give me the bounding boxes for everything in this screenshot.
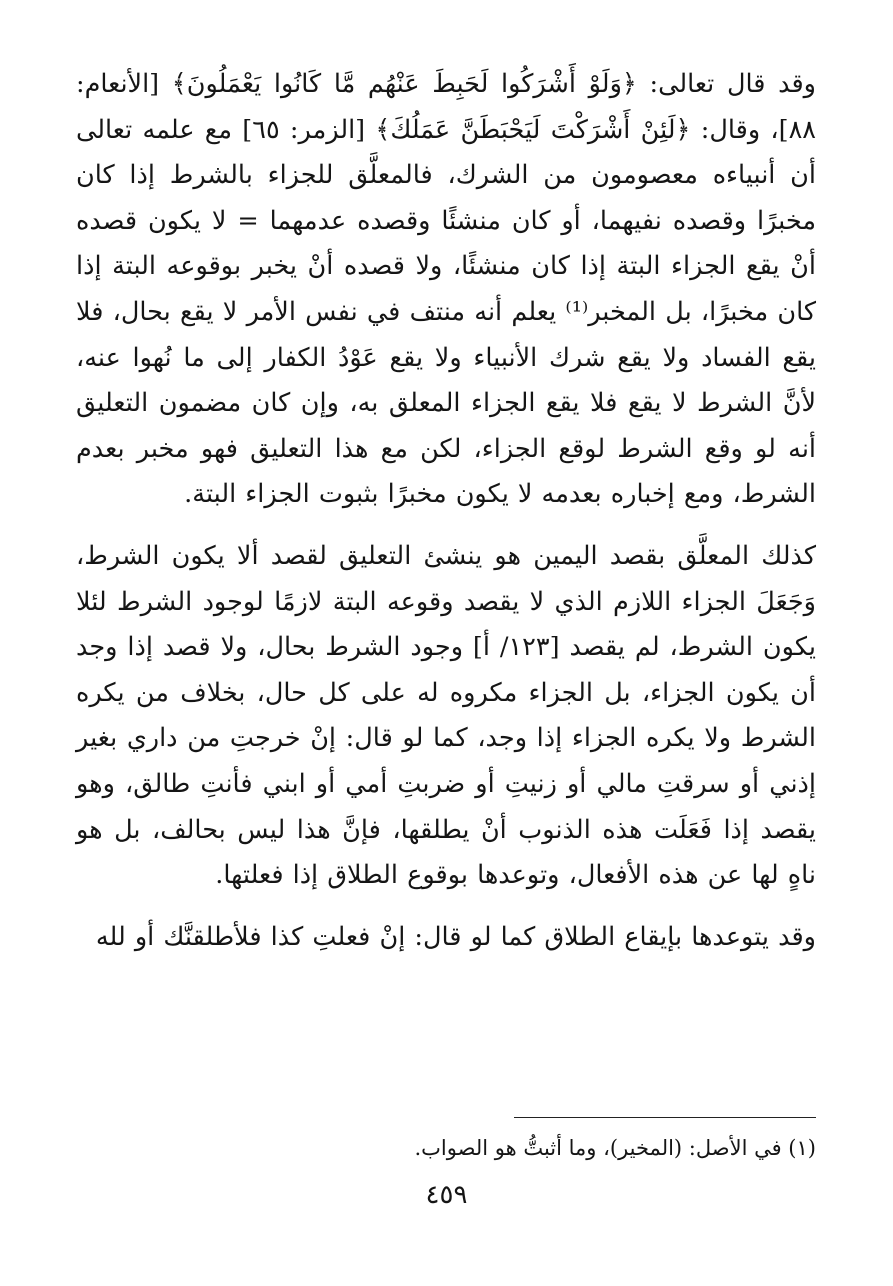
page-number: ٤٥٩ [425,1180,468,1210]
footnote: (١) في الأصل: (المخير)، وما أثبتُّ هو الصواب. [414,1136,816,1160]
paragraph-1: وقد قال تعالى: ﴿وَلَوْ أَشْرَكُوا لَحَبِطَ عَنْهُم مَّا كَانُوا يَعْمَلُونَ﴾ [الأنعام: ٨٨]، وقال: ﴿لَئِنْ أَشْرَكْتَ لَيَحْبَطَنَّ عَمَلُكَ﴾ [الزمر: ٦٥] مع علمه تعالى أن أنبياءه معصومون من الشرك، فالمعلَّق للجزاء بالشرط إذا كان مخبرًا وقصده نفيهما، أو كان منشئًا وقصده عدمهما = لا يكون قصده أنْ يقع الجزاء البتة إذا كان منشئًا، ولا قصده أنْ يخبر بوقوعه البتة إذا كان مخبرًا، بل المخبر⁽¹⁾ يعلم أنه منتف في نفس الأمر لا يقع بحال، فلا يقع الفساد ولا يقع شرك الأنبياء ولا يقع عَوْدُ الكفار إلى ما نُهوا عنه، لأنَّ الشرط لا يقع فلا يقع الجزاء المعلق به، وإن كان مضمون التعليق أنه لو وقع الشرط لوقع الجزاء، لكن مع هذا التعليق فهو مخبر بعدم الشرط، ومع إخباره بعدمه لا يكون مخبرًا بثبوت الجزاء البتة. [76,69,816,510]
paragraph-2: كذلك المعلَّق بقصد اليمين هو ينشئ التعليق لقصد ألا يكون الشرط، وَجَعَلَ الجزاء اللازم الذي لا يقصد وقوعه البتة لازمًا لوجود الشرط لئلا يكون الشرط، لم يقصد [١٢٣/ أ] وجود الشرط بحال، ولا قصد إذا وجد أن يكون الجزاء، بل الجزاء مكروه له على كل حال، بخلاف من يكره الشرط ولا يكره الجزاء إذا وجد، كما لو قال: إنْ خرجتِ من داري بغير إذني أو سرقتِ مالي أو زنيتِ أو ضربتِ أمي أو ابني فأنتِ طالق، وهو يقصد إذا فَعَلَت هذه الذنوب أنْ يطلقها، فإنَّ هذا ليس بحالف، بل هو ناهٍ لها عن هذه الأفعال، وتوعدها بوقوع الطلاق إذا فعلتها. [76,540,817,891]
paragraph-3: وقد يتوعدها بإيقاع الطلاق كما لو قال: إنْ فعلتِ كذا فلأطلقنَّك أو لله [95,921,816,952]
page-body [76,62,816,960]
footnote-divider [514,1117,816,1118]
